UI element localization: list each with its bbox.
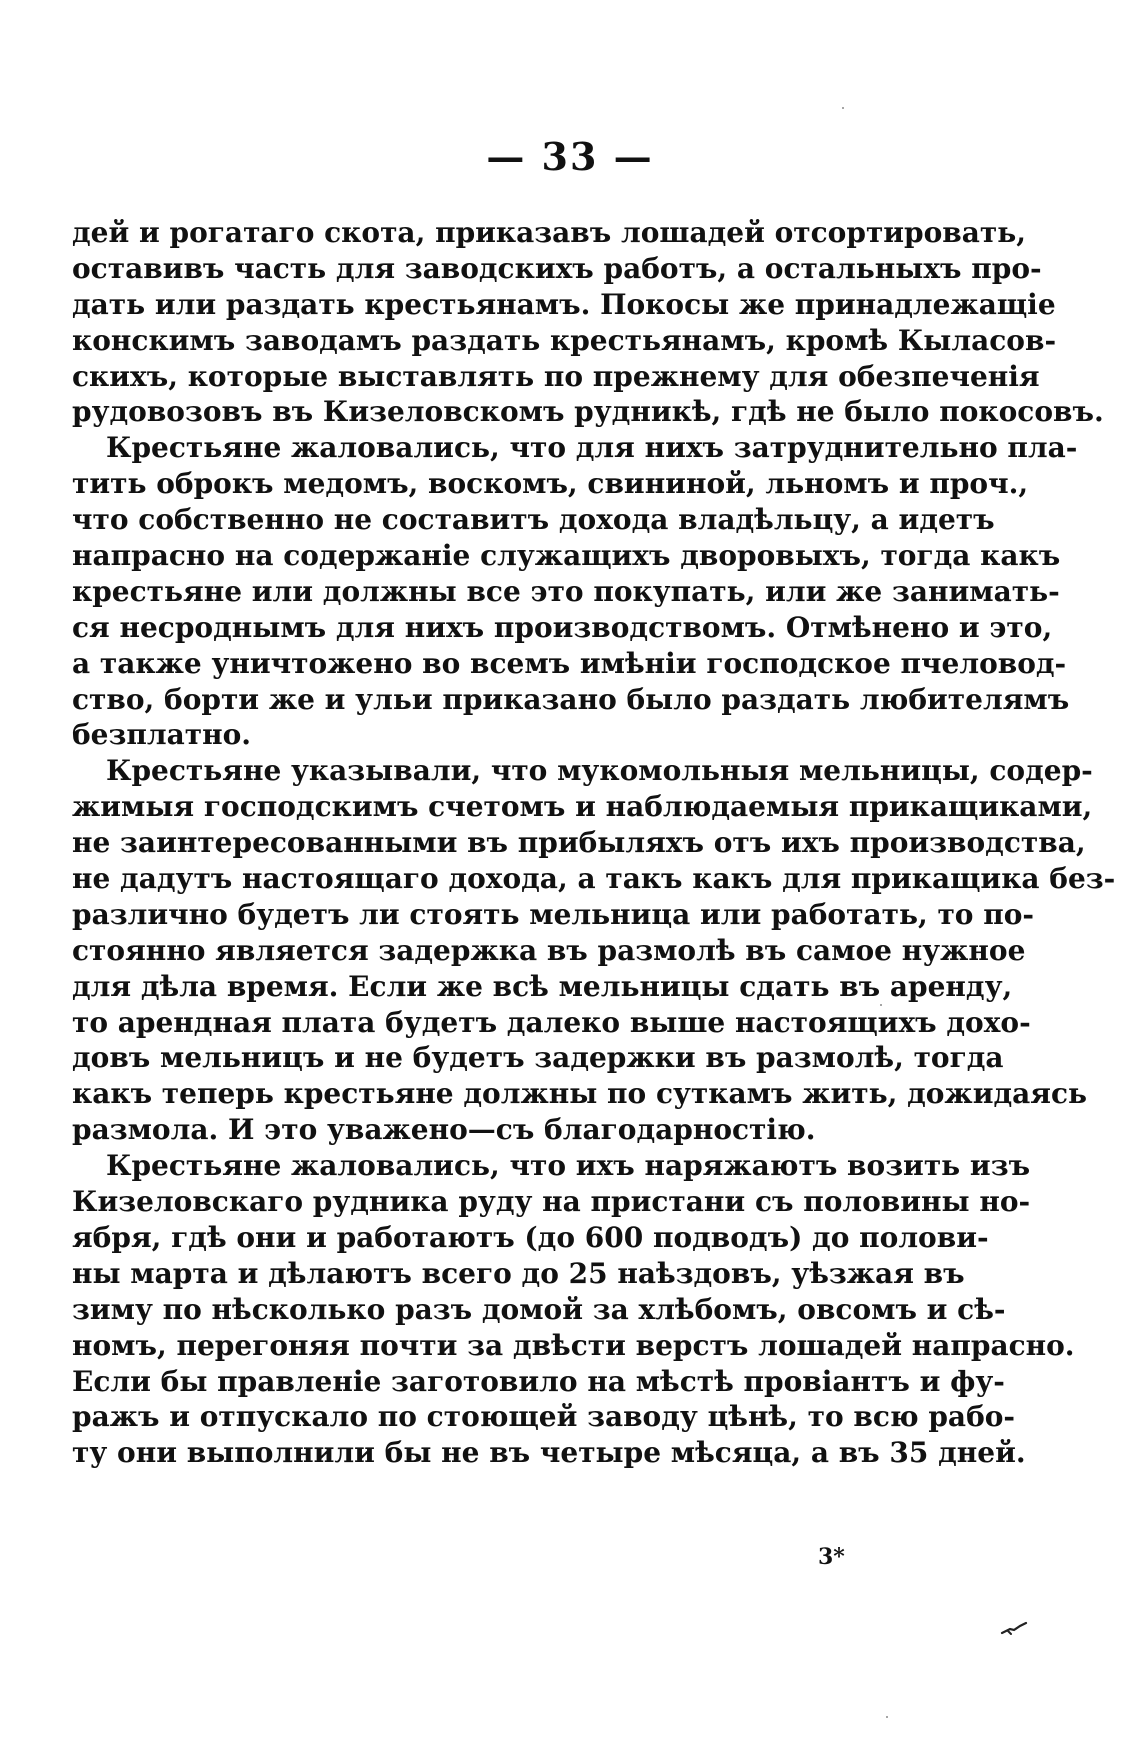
text-line: зиму по нѣсколько разъ домой за хлѣбомъ, овсомъ и сѣ- xyxy=(72,1292,1006,1326)
text-line: дей и рогатаго скота, приказавъ лошадей отсортировать, xyxy=(72,216,1027,249)
text-line: Кизеловскаго рудника руду на пристани съ половины но- xyxy=(72,1185,1031,1219)
text-line: Крестьяне указывали, что мукомольныя мельницы, содер- xyxy=(106,754,1093,788)
signature-mark: 3* xyxy=(818,1544,845,1570)
text-line: ны марта и дѣлаютъ всего до 25 наѣздовъ, уѣзжая въ xyxy=(72,1256,965,1290)
text-line: не заинтересованными въ прибыляхъ отъ ихъ производства, xyxy=(72,826,1086,860)
text-line: Если бы правленіе заготовило на мѣстѣ провіантъ и фу- xyxy=(72,1364,1005,1398)
text-line: стоянно является задержка въ размолѣ въ самое нужное xyxy=(72,933,1026,967)
text-line: ся несроднымъ для нихъ производствомъ. Отмѣнено и это, xyxy=(72,610,1053,644)
text-line: для дѣла время. Если же всѣ мельницы сдать въ аренду, xyxy=(72,969,1013,1003)
text-line: Крестьяне жаловались, что ихъ наряжаютъ возить изъ xyxy=(106,1149,1031,1183)
margin-dot xyxy=(880,1004,882,1006)
text-line: а также уничтожено во всемъ имѣніи господское пчеловод- xyxy=(72,646,1067,680)
margin-dot xyxy=(842,107,844,109)
text-line: конскимъ заводамъ раздать крестьянамъ, кромѣ Кыласов- xyxy=(72,323,1057,357)
text-line: крестьяне или должны все это покупать, или же занимать- xyxy=(72,574,1060,608)
text-line: оставивъ часть для заводскихъ работъ, а остальныхъ про- xyxy=(72,251,1042,285)
text-line: напрасно на содержаніе служащихъ дворовыхъ, тогда какъ xyxy=(72,539,1061,573)
text-line: Крестьяне жаловались, что для нихъ затруднительно пла- xyxy=(106,431,1078,465)
text-line: дать или раздать крестьянамъ. Покосы же принадлежащіе xyxy=(72,287,1056,321)
text-line: безплатно. xyxy=(72,718,252,752)
text-line: рудовозовъ въ Кизеловскомъ рудникѣ, гдѣ не было покосовъ. xyxy=(72,395,1104,429)
text-line: номъ, перегоняя почти за двѣсти верстъ лошадей напрасно. xyxy=(72,1328,1075,1362)
margin-dot xyxy=(886,1716,888,1718)
text-line: что собственно не составитъ дохода владѣльцу, а идетъ xyxy=(72,503,995,537)
text-line: ября, гдѣ они и работаютъ (до 600 подводъ) до полови- xyxy=(72,1220,989,1254)
text-line: ту они выполнили бы не въ четыре мѣсяца, а въ 35 дней. xyxy=(72,1436,1026,1470)
text-line: какъ теперь крестьяне должны по суткамъ жить, дожидаясь xyxy=(72,1077,1087,1111)
text-line: размола. И это уважено—съ благодарностію. xyxy=(72,1113,816,1147)
text-line: жимыя господскимъ счетомъ и наблюдаемыя прикащиками, xyxy=(72,790,1093,824)
text-line: скихъ, которые выставлять по прежнему для обезпеченія xyxy=(72,359,1040,393)
text-line: не дадутъ настоящаго дохода, а такъ какъ для прикащика без- xyxy=(72,862,1116,896)
page-number-header: — 33 — xyxy=(486,134,654,179)
text-line: то арендная плата будетъ далеко выше настоящихъ дохо- xyxy=(72,1005,1031,1039)
text-line: ражъ и отпускало по стоющей заводу цѣнѣ, то всю рабо- xyxy=(72,1400,1016,1434)
text-line: различно будетъ ли стоять мельница или работать, то по- xyxy=(72,897,1035,931)
ink-mark-icon xyxy=(1000,1620,1028,1636)
text-line: ство, борти же и ульи приказано было раздать любителямъ xyxy=(72,682,1070,716)
text-line: тить оброкъ медомъ, воскомъ, свининой, льномъ и проч., xyxy=(72,467,1029,501)
body-text xyxy=(72,215,1116,1471)
text-line: довъ мельницъ и не будетъ задержки въ размолѣ, тогда xyxy=(72,1041,1004,1075)
